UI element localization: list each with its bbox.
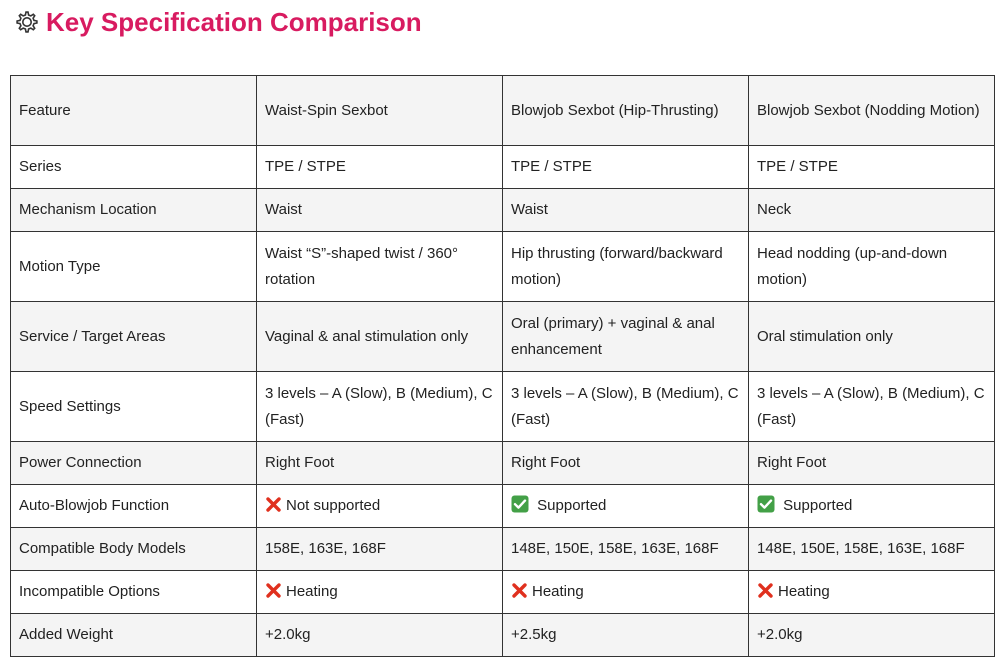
feature-label: Auto-Blowjob Function bbox=[11, 485, 257, 528]
feature-label: Compatible Body Models bbox=[11, 528, 257, 571]
cell-text: Not supported bbox=[286, 497, 381, 514]
value-cell bbox=[503, 146, 749, 189]
table-row bbox=[11, 372, 995, 442]
cell-text: +2.5kg bbox=[511, 626, 557, 643]
value-cell bbox=[749, 528, 995, 571]
table-header-row bbox=[11, 76, 995, 146]
feature-label: Speed Settings bbox=[11, 372, 257, 442]
cell-text: Heating bbox=[286, 583, 338, 600]
cell-text: Heating bbox=[532, 583, 584, 600]
value-cell bbox=[257, 372, 503, 442]
value-cell bbox=[257, 571, 503, 614]
table-row bbox=[11, 189, 995, 232]
value-cell bbox=[257, 232, 503, 302]
cell-text: Oral (primary) + vaginal & anal enhancement bbox=[511, 314, 715, 358]
value-cell bbox=[503, 189, 749, 232]
cell-text: Right Foot bbox=[511, 454, 581, 471]
cell-text: 3 levels – A (Slow), B (Medium), C (Fast) bbox=[511, 384, 739, 428]
cell-text: 3 levels – A (Slow), B (Medium), C (Fast) bbox=[265, 384, 493, 428]
table-row bbox=[11, 232, 995, 302]
feature-label: Series bbox=[11, 146, 257, 189]
cell-text: Hip thrusting (forward/backward motion) bbox=[511, 244, 723, 288]
value-cell bbox=[503, 232, 749, 302]
value-cell bbox=[749, 485, 995, 528]
table-row bbox=[11, 146, 995, 189]
cell-text: +2.0kg bbox=[757, 626, 803, 643]
value-cell bbox=[749, 232, 995, 302]
header-cell: Blowjob Sexbot (Nodding Motion) bbox=[749, 76, 995, 146]
feature-label: Mechanism Location bbox=[11, 189, 257, 232]
cell-text: 148E, 150E, 158E, 163E, 168F bbox=[511, 540, 719, 557]
check-mark-icon bbox=[511, 495, 529, 513]
header-cell: Waist-Spin Sexbot bbox=[257, 76, 503, 146]
feature-label: Added Weight bbox=[11, 614, 257, 657]
feature-label: Service / Target Areas bbox=[11, 302, 257, 372]
cell-text: 148E, 150E, 158E, 163E, 168F bbox=[757, 540, 965, 557]
table-row bbox=[11, 571, 995, 614]
feature-label: Motion Type bbox=[11, 232, 257, 302]
cell-text: Supported bbox=[537, 497, 607, 514]
table-row bbox=[11, 528, 995, 571]
cell-text: Waist bbox=[511, 201, 548, 218]
value-cell bbox=[503, 372, 749, 442]
value-cell bbox=[749, 372, 995, 442]
cell-text: Neck bbox=[757, 201, 792, 218]
cell-text: Supported bbox=[783, 497, 853, 514]
cross-mark-icon bbox=[757, 582, 774, 599]
cell-text: Oral stimulation only bbox=[757, 327, 893, 345]
header-cell: Feature bbox=[11, 76, 257, 146]
table-row bbox=[11, 485, 995, 528]
cross-mark-icon bbox=[511, 582, 528, 599]
cell-text: Waist bbox=[265, 201, 302, 218]
value-cell bbox=[257, 189, 503, 232]
check-mark-icon bbox=[757, 495, 775, 513]
value-cell bbox=[749, 442, 995, 485]
value-cell bbox=[257, 614, 503, 657]
cell-text: Right Foot bbox=[757, 454, 827, 471]
cell-text: Vaginal & anal stimulation only bbox=[265, 327, 469, 345]
value-cell bbox=[503, 528, 749, 571]
cell-text: Heating bbox=[778, 583, 830, 600]
cell-text: Right Foot bbox=[265, 454, 335, 471]
value-cell bbox=[749, 614, 995, 657]
feature-label: Incompatible Options bbox=[11, 571, 257, 614]
value-cell bbox=[749, 189, 995, 232]
feature-label: Power Connection bbox=[11, 442, 257, 485]
cell-text: 3 levels – A (Slow), B (Medium), C (Fast) bbox=[757, 384, 985, 428]
value-cell bbox=[257, 485, 503, 528]
value-cell bbox=[257, 442, 503, 485]
value-cell bbox=[503, 442, 749, 485]
cell-text: TPE / STPE bbox=[757, 158, 838, 175]
table-row bbox=[11, 302, 995, 372]
value-cell bbox=[749, 571, 995, 614]
cross-mark-icon bbox=[265, 496, 282, 513]
table-row bbox=[11, 614, 995, 657]
page-title: Key Specification Comparison bbox=[46, 6, 422, 37]
cell-text: Head nodding (up-and-down motion) bbox=[757, 244, 948, 288]
cell-text: TPE / STPE bbox=[265, 158, 346, 175]
cell-text: Waist “S”-shaped twist / 360° rotation bbox=[265, 244, 459, 288]
value-cell bbox=[503, 485, 749, 528]
gear-icon bbox=[14, 9, 40, 35]
cell-text: TPE / STPE bbox=[511, 158, 592, 175]
value-cell bbox=[503, 302, 749, 372]
table-row bbox=[11, 442, 995, 485]
value-cell bbox=[749, 146, 995, 189]
value-cell bbox=[503, 571, 749, 614]
cell-text: +2.0kg bbox=[265, 626, 311, 643]
cross-mark-icon bbox=[265, 582, 282, 599]
value-cell bbox=[503, 614, 749, 657]
specification-table bbox=[10, 75, 995, 657]
value-cell bbox=[257, 302, 503, 372]
cell-text: 158E, 163E, 168F bbox=[265, 540, 386, 557]
value-cell bbox=[257, 146, 503, 189]
value-cell bbox=[749, 302, 995, 372]
value-cell bbox=[257, 528, 503, 571]
page-heading bbox=[14, 4, 422, 40]
header-cell: Blowjob Sexbot (Hip-Thrusting) bbox=[503, 76, 749, 146]
